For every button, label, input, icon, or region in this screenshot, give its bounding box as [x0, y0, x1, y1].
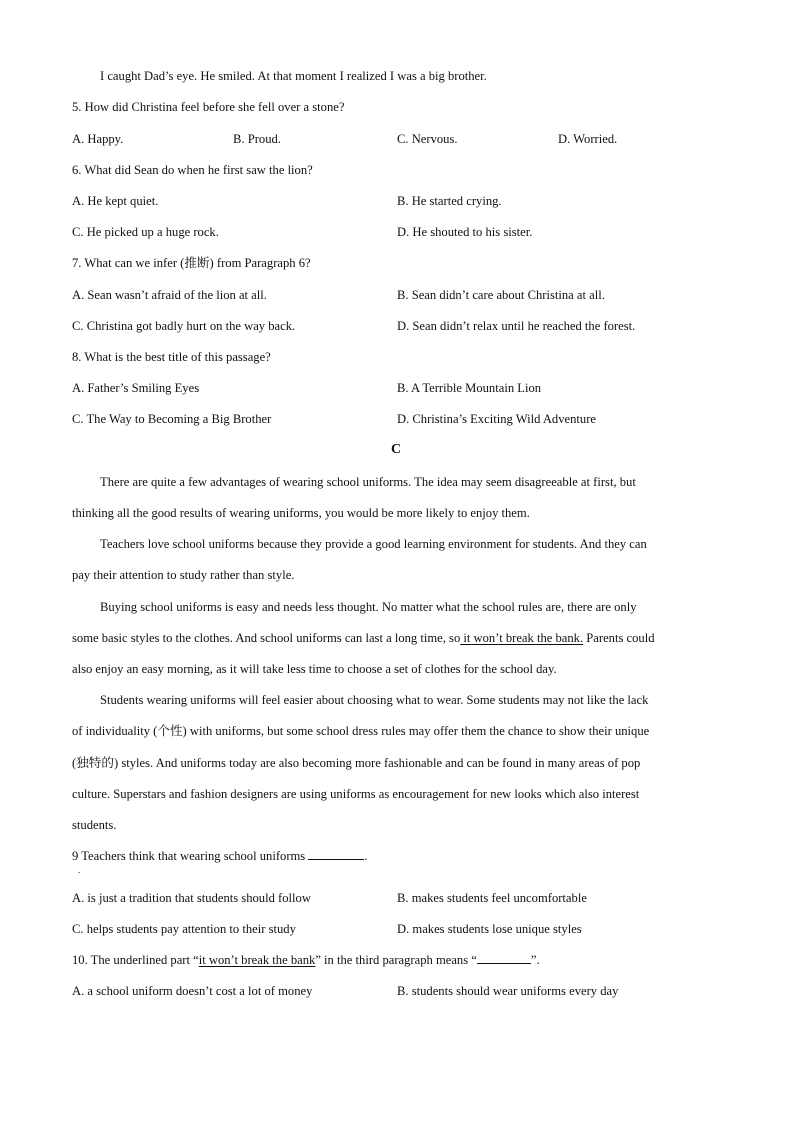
question-8-option-b[interactable]: B. A Terrible Mountain Lion: [397, 381, 542, 395]
underlined-phrase: it won’t break the bank.: [460, 631, 584, 645]
section-c-heading: C: [391, 442, 402, 457]
question-9-option-a[interactable]: A. is just a tradition that students should follow: [72, 891, 311, 905]
question-7-option-a[interactable]: A. Sean wasn’t afraid of the lion at all.: [72, 288, 267, 302]
question-8-option-c[interactable]: C. The Way to Becoming a Big Brother: [72, 412, 272, 426]
question-9-stem: [72, 848, 368, 864]
question-7-option-c[interactable]: C. Christina got badly hurt on the way back.: [72, 319, 296, 333]
question-10-stem-lead: 10. The underlined part “: [72, 953, 199, 967]
question-8-option-a[interactable]: A. Father’s Smiling Eyes: [72, 381, 200, 395]
passage-c-paragraph-4-line-4: culture. Superstars and fashion designers are using uniforms as encouragement for new looks which also interest: [72, 787, 640, 801]
answer-blank[interactable]: [477, 952, 531, 964]
question-10-stem-middle: ” in the third paragraph means “: [315, 953, 477, 967]
question-10-option-b[interactable]: B. students should wear uniforms every day: [397, 984, 619, 998]
question-7-stem: 7. What can we infer (推断) from Paragraph 6?: [72, 256, 311, 270]
question-9-option-d[interactable]: D. makes students lose unique styles: [397, 922, 582, 936]
question-5-stem: 5. How did Christina feel before she fell over a stone?: [72, 100, 345, 114]
passage-c-paragraph-2-line-2: pay their attention to study rather than style.: [72, 568, 295, 582]
passage-c-paragraph-3-line-1: Buying school uniforms is easy and needs less thought. No matter what the school rules are, there are only: [100, 600, 637, 614]
passage-c-paragraph-1-line-2: thinking all the good results of wearing uniforms, you would be more likely to enjoy them.: [72, 506, 530, 520]
question-8-option-d[interactable]: D. Christina’s Exciting Wild Adventure: [397, 412, 596, 426]
question-7-option-d[interactable]: D. Sean didn’t relax until he reached the forest.: [397, 319, 636, 333]
passage-c-paragraph-1-line-1: There are quite a few advantages of wearing school uniforms. The idea may seem disagreeable at first, but: [100, 475, 636, 489]
question-5-option-b[interactable]: B. Proud.: [233, 132, 281, 146]
question-9-option-c[interactable]: C. helps students pay attention to their study: [72, 922, 296, 936]
passage-c-paragraph-4-line-3: (独特的) styles. And uniforms today are also becoming more fashionable and can be found in many areas of pop: [72, 756, 641, 770]
question-10-stem: [72, 952, 540, 968]
question-9-stem-text: 9 Teachers think that wearing school uniforms: [72, 849, 306, 863]
question-5-option-a[interactable]: A. Happy.: [72, 132, 124, 146]
underlined-phrase-quote: it won’t break the bank: [198, 953, 316, 967]
question-9-option-b[interactable]: B. makes students feel uncomfortable: [397, 891, 587, 905]
question-5-option-d[interactable]: D. Worried.: [558, 132, 618, 146]
question-10-stem-end: ”.: [530, 953, 540, 967]
question-6-option-c[interactable]: C. He picked up a huge rock.: [72, 225, 219, 239]
question-5-option-c[interactable]: C. Nervous.: [397, 132, 458, 146]
question-8-stem: 8. What is the best title of this passage?: [72, 350, 271, 364]
passage-c-paragraph-4-line-2: of individuality (个性) with uniforms, but some school dress rules may offer them the chance to show their unique: [72, 724, 650, 738]
question-9-stray-dot: .: [78, 865, 81, 875]
question-9-stem-period: .: [364, 849, 368, 863]
question-6-option-b[interactable]: B. He started crying.: [397, 194, 502, 208]
question-10-option-a[interactable]: A. a school uniform doesn’t cost a lot of money: [72, 984, 313, 998]
answer-blank[interactable]: [308, 848, 364, 860]
intro-line: I caught Dad’s eye. He smiled. At that moment I realized I was a big brother.: [100, 69, 487, 83]
passage-c-paragraph-4-line-1: Students wearing uniforms will feel easier about choosing what to wear. Some students may not like the lack: [100, 693, 649, 707]
question-7-option-b[interactable]: B. Sean didn’t care about Christina at all.: [397, 288, 605, 302]
question-6-option-d[interactable]: D. He shouted to his sister.: [397, 225, 533, 239]
passage-c-paragraph-3-line-3: also enjoy an easy morning, as it will take less time to choose a set of clothes for the school day.: [72, 662, 557, 676]
paragraph-3-line-2-tail: Parents could: [583, 631, 655, 645]
passage-c-paragraph-4-line-5: students.: [72, 818, 117, 832]
question-6-stem: 6. What did Sean do when he first saw the lion?: [72, 163, 313, 177]
question-6-option-a[interactable]: A. He kept quiet.: [72, 194, 159, 208]
passage-c-paragraph-2-line-1: Teachers love school uniforms because they provide a good learning environment for students. And they can: [100, 537, 647, 551]
paragraph-3-line-2-lead: some basic styles to the clothes. And school uniforms can last a long time, so: [72, 631, 461, 645]
passage-c-paragraph-3-line-2: [72, 630, 655, 646]
